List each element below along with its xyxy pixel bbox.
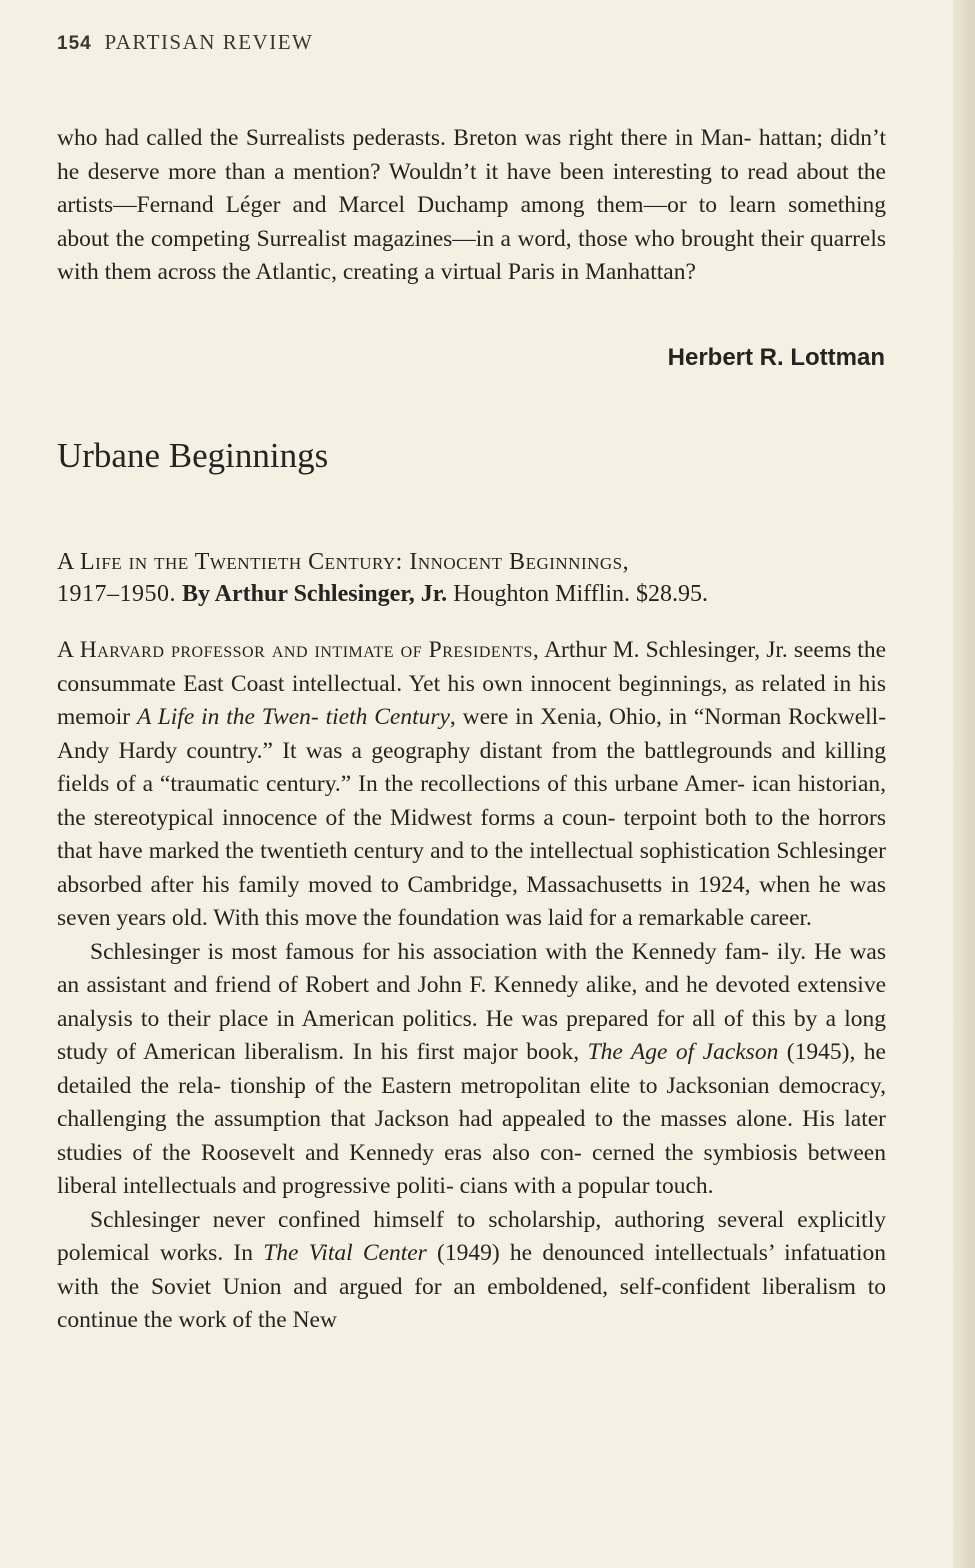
text-line: Duchamp among them—or to learn something about the competing [57, 192, 887, 252]
review-paragraph-3: Schlesinger never confined himself to scholarship, authoring several explicitly polemical works. In The Vital Center (1949) he denounced intellectuals’ infatuation with the Soviet Union and argued for an emboldened, self-confident liberalism to continue the work of the New [57, 1206, 886, 1333]
memoir-title: A Life in the Twen- tieth Century [136, 704, 450, 730]
text-line: Surrealist magazines—in a word, those who brought their quarrels with [57, 225, 886, 285]
review-paragraph-1: A Harvard professor and intimate of Presidents, Arthur M. Schlesinger, Jr. seems the consummate East Coast intellectual. Yet his own innocent beginnings, as related in his memoir A Life in the Twen- tieth Century, were in Xenia, Ohio, in “Norman Rockwell-Andy Hardy country.” It was a geography distant from the battlegrounds and killing fields of a “traumatic century.” In the recollections of this urbane Amer- ican historian, the stereotypical innocence of the Midwest forms a coun- terpoint both to the horrors that have marked the twentieth century and to the intellectual sophistication Schlesinger absorbed after his family moved to Cambridge, Massachusetts in 1924, when he was seven years old. With this move the foundation was laid for a remarkable career. [57, 637, 887, 931]
text-line: them across the Atlantic, creating a virtual Paris in Manhattan? [104, 259, 696, 285]
reviewer-byline: Herbert R. Lottman [667, 344, 885, 371]
review-body [57, 634, 886, 1338]
previous-review-ending [57, 122, 886, 290]
book-info [57, 546, 886, 610]
book-years: 1917–1950. [57, 581, 176, 607]
lead-in: A Harvard professor and intimate of Presidents, [57, 637, 540, 663]
book-author: By Arthur Schlesinger, Jr. [182, 581, 448, 607]
book-publisher-price: Houghton Mifflin. $28.95. [453, 581, 709, 607]
book-title-vital-center: The Vital Center [263, 1240, 427, 1266]
book-title-age-of-jackson: The Age of Jackson [587, 1039, 779, 1065]
review-paragraph-2: Schlesinger is most famous for his association with the Kennedy fam- ily. He was an assistant and friend of Robert and John F. Kennedy alike, and he devoted extensive analysis to their place in American politics. He was prepared for all of this by a long study of American liberalism. In his first major book, The Age of Jackson (1945), he detailed the rela- tionship of the Eastern metropolitan elite to Jacksonian democracy, challenging the assumption that Jackson had appealed to the masses alone. His later studies of the Roosevelt and Kennedy eras also con- cerned the symbiosis between liberal intellectuals and progressive politi- cians with a popular touch. [57, 938, 886, 1199]
review-title: Urbane Beginnings [57, 436, 329, 475]
text-line: interesting to read about the artists—Fernand Léger and Marcel [57, 158, 886, 218]
previous-review-paragraph [57, 122, 886, 290]
page-number: 154 [57, 33, 92, 54]
text-line: hattan; didn’t he deserve more than a mention? Wouldn’t it have been [57, 125, 886, 185]
running-head [57, 30, 313, 55]
text-line: who had called the Surrealists pederasts. Breton was right there in Man- [57, 125, 752, 151]
journal-title: PARTISAN REVIEW [104, 30, 314, 54]
page-edge [953, 0, 975, 1568]
book-title: A Life in the Twentieth Century: Innocent Beginnings, [57, 549, 630, 575]
